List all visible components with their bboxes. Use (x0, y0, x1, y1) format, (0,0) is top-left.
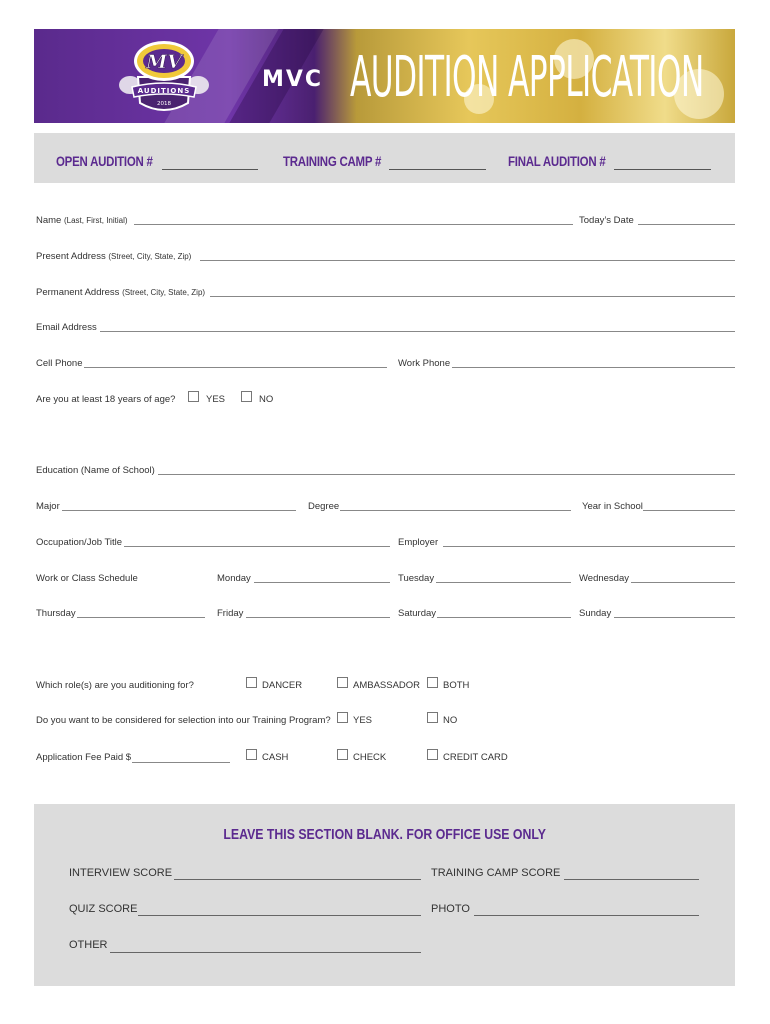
header-banner (34, 29, 735, 123)
present-address-label (36, 251, 191, 262)
occupation-input[interactable] (124, 546, 390, 547)
year-in-school-input[interactable] (643, 510, 735, 511)
name-input[interactable] (134, 224, 573, 225)
training-camp-label: TRAINING CAMP # (283, 153, 382, 169)
open-audition-field (56, 153, 174, 169)
training-yes-label: YES (353, 715, 373, 726)
interview-score-label: INTERVIEW SCORE (69, 867, 173, 879)
final-audition-input[interactable] (614, 169, 711, 170)
present-address-hint: (Street, City, State, Zip) (108, 252, 192, 261)
name-label-text: Name (36, 215, 62, 226)
interview-score-input[interactable] (174, 879, 421, 880)
permanent-address-label (36, 287, 205, 298)
todays-date-label: Today’s Date (579, 215, 634, 226)
credit-card-checkbox[interactable] (427, 749, 438, 760)
friday-label: Friday (217, 608, 244, 619)
fee-label: Application Fee Paid $ (36, 752, 132, 763)
saturday-label: Saturday (398, 608, 437, 619)
mv-auditions-logo (116, 37, 212, 117)
open-audition-input[interactable] (162, 169, 258, 170)
saturday-input[interactable] (437, 617, 571, 618)
final-audition-field (508, 153, 627, 169)
friday-input[interactable] (246, 617, 390, 618)
cash-label: CASH (262, 752, 289, 763)
office-title-text: LEAVE THIS SECTION BLANK. FOR OFFICE USE ONLY (223, 826, 546, 843)
office-section-title (34, 826, 735, 843)
wednesday-label: Wednesday (579, 573, 629, 584)
thursday-label: Thursday (36, 608, 76, 619)
permanent-address-text: Permanent Address (36, 287, 120, 298)
both-checkbox[interactable] (427, 677, 438, 688)
brand-name: MVC (262, 67, 324, 92)
training-camp-score-label: TRAINING CAMP SCORE (431, 867, 561, 879)
email-label: Email Address (36, 322, 97, 333)
permanent-address-hint: (Street, City, State, Zip) (122, 288, 206, 297)
monday-input[interactable] (254, 582, 390, 583)
cell-phone-label: Cell Phone (36, 358, 83, 369)
occupation-label: Occupation/Job Title (36, 537, 123, 548)
dancer-label: DANCER (262, 680, 303, 691)
fee-input[interactable] (132, 762, 230, 763)
present-address-input[interactable] (200, 260, 735, 261)
office-use-section (34, 804, 735, 986)
major-label: Major (36, 501, 60, 512)
year-in-school-label: Year in School (582, 501, 643, 512)
training-camp-field (283, 153, 403, 169)
work-phone-input[interactable] (452, 367, 735, 368)
final-audition-label: FINAL AUDITION # (508, 153, 606, 169)
present-address-text: Present Address (36, 251, 106, 262)
training-no-checkbox[interactable] (427, 712, 438, 723)
email-input[interactable] (100, 331, 735, 332)
sunday-label: Sunday (579, 608, 612, 619)
training-no-label: NO (443, 715, 458, 726)
age-yes-checkbox[interactable] (188, 391, 199, 402)
todays-date-input[interactable] (638, 224, 735, 225)
employer-input[interactable] (443, 546, 735, 547)
check-label: CHECK (353, 752, 387, 763)
tuesday-label: Tuesday (398, 573, 435, 584)
page-title: AUDITION APPLICATION (350, 45, 704, 110)
other-input[interactable] (110, 952, 421, 953)
cash-checkbox[interactable] (246, 749, 257, 760)
svg-text:2018: 2018 (157, 101, 171, 107)
roles-question: Which role(s) are you auditioning for? (36, 680, 194, 691)
training-camp-score-input[interactable] (564, 879, 699, 880)
major-input[interactable] (62, 510, 296, 511)
education-input[interactable] (158, 474, 735, 475)
credit-card-label: CREDIT CARD (443, 752, 508, 763)
other-label: OTHER (69, 939, 108, 951)
permanent-address-input[interactable] (210, 296, 735, 297)
degree-input[interactable] (340, 510, 571, 511)
name-hint: (Last, First, Initial) (63, 216, 128, 225)
cell-phone-input[interactable] (84, 367, 387, 368)
check-checkbox[interactable] (337, 749, 348, 760)
training-camp-input[interactable] (389, 169, 486, 170)
dancer-checkbox[interactable] (246, 677, 257, 688)
quiz-score-label: QUIZ SCORE (69, 903, 138, 915)
open-audition-label: OPEN AUDITION # (56, 153, 153, 169)
wednesday-input[interactable] (631, 582, 735, 583)
tuesday-input[interactable] (436, 582, 571, 583)
degree-label: Degree (308, 501, 340, 512)
both-label: BOTH (443, 680, 470, 691)
ambassador-label: AMBASSADOR (353, 680, 421, 691)
photo-input[interactable] (474, 915, 699, 916)
training-question: Do you want to be considered for selection into our Training Program? (36, 715, 331, 726)
training-yes-checkbox[interactable] (337, 712, 348, 723)
employer-label: Employer (398, 537, 439, 548)
work-phone-label: Work Phone (398, 358, 451, 369)
education-label: Education (Name of School) (36, 465, 155, 476)
age-question: Are you at least 18 years of age? (36, 394, 176, 405)
age-yes-label: YES (206, 394, 226, 405)
svg-text:MV: MV (146, 51, 182, 73)
quiz-score-input[interactable] (138, 915, 421, 916)
monday-label: Monday (217, 573, 251, 584)
ambassador-checkbox[interactable] (337, 677, 348, 688)
age-no-checkbox[interactable] (241, 391, 252, 402)
thursday-input[interactable] (77, 617, 205, 618)
name-label (36, 215, 128, 226)
photo-label: PHOTO (431, 903, 470, 915)
audition-number-band (34, 133, 735, 183)
svg-text:AUDITIONS: AUDITIONS (137, 87, 191, 95)
schedule-label: Work or Class Schedule (36, 573, 138, 584)
age-no-label: NO (259, 394, 274, 405)
sunday-input[interactable] (614, 617, 735, 618)
